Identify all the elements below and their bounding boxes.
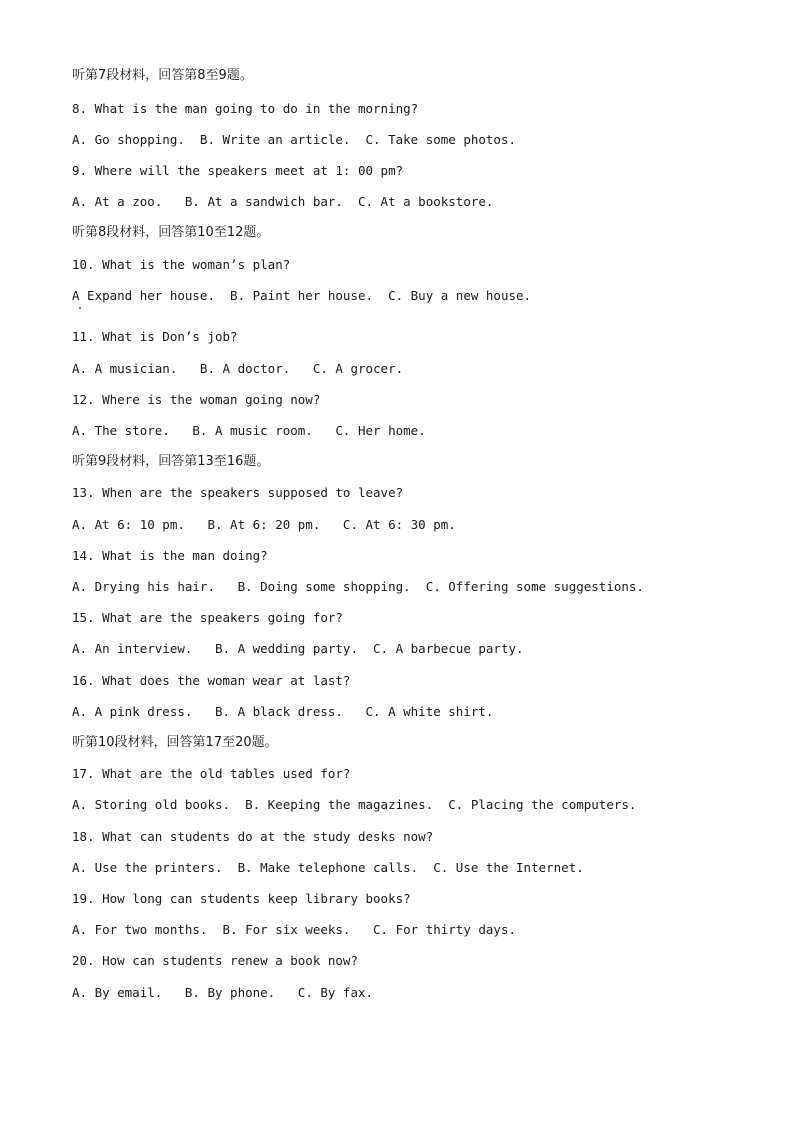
question-14: 14. What is the man doing? — [72, 548, 268, 563]
options-17: A. Storing old books. B. Keeping the magazines. C. Placing the computers. — [72, 797, 637, 812]
options-13: A. At 6: 10 pm. B. At 6: 20 pm. C. At 6: 30 pm. — [72, 517, 456, 532]
question-10: 10. What is the woman’s plan? — [72, 257, 291, 272]
question-17: 17. What are the old tables used for? — [72, 766, 351, 781]
question-18: 18. What can students do at the study desks now? — [72, 829, 434, 844]
options-14: A. Drying his hair. B. Doing some shopping. C. Offering some suggestions. — [72, 579, 644, 594]
options-9: A. At a zoo. B. At a sandwich bar. C. At a bookstore. — [72, 194, 494, 209]
options-18: A. Use the printers. B. Make telephone calls. C. Use the Internet. — [72, 860, 584, 875]
question-16: 16. What does the woman wear at last? — [72, 673, 351, 688]
options-16: A. A pink dress. B. A black dress. C. A white shirt. — [72, 704, 494, 719]
question-8: 8. What is the man going to do in the morning? — [72, 101, 419, 116]
question-20: 20. How can students renew a book now? — [72, 953, 358, 968]
options-19: A. For two months. B. For six weeks. C. For thirty days. — [72, 922, 517, 937]
question-11: 11. What is Don’s job? — [72, 329, 238, 344]
options-12: A. The store. B. A music room. C. Her home. — [72, 423, 426, 438]
options-10: A Expand her house. B. Paint her house. C. Buy a new house. — [72, 288, 532, 303]
section-heading-7: 听第7段材料，回答第8至9题。 — [72, 68, 253, 83]
question-19: 19. How long can students keep library books? — [72, 891, 411, 906]
question-13: 13. When are the speakers supposed to leave? — [72, 485, 404, 500]
options-15: A. An interview. B. A wedding party. C. A barbecue party. — [72, 641, 524, 656]
section-heading-9: 听第9段材料，回答第13至16题。 — [72, 454, 270, 469]
options-20: A. By email. B. By phone. C. By fax. — [72, 985, 374, 1000]
stray-mark — [79, 307, 81, 309]
options-8: A. Go shopping. B. Write an article. C. Take some photos. — [72, 132, 517, 147]
options-11: A. A musician. B. A doctor. C. A grocer. — [72, 361, 404, 376]
section-heading-10: 听第10段材料，回答第17至20题。 — [72, 735, 278, 750]
section-heading-8: 听第8段材料，回答第10至12题。 — [72, 225, 270, 240]
question-9: 9. Where will the speakers meet at 1: 00 pm? — [72, 163, 404, 178]
question-12: 12. Where is the woman going now? — [72, 392, 321, 407]
question-15: 15. What are the speakers going for? — [72, 610, 343, 625]
